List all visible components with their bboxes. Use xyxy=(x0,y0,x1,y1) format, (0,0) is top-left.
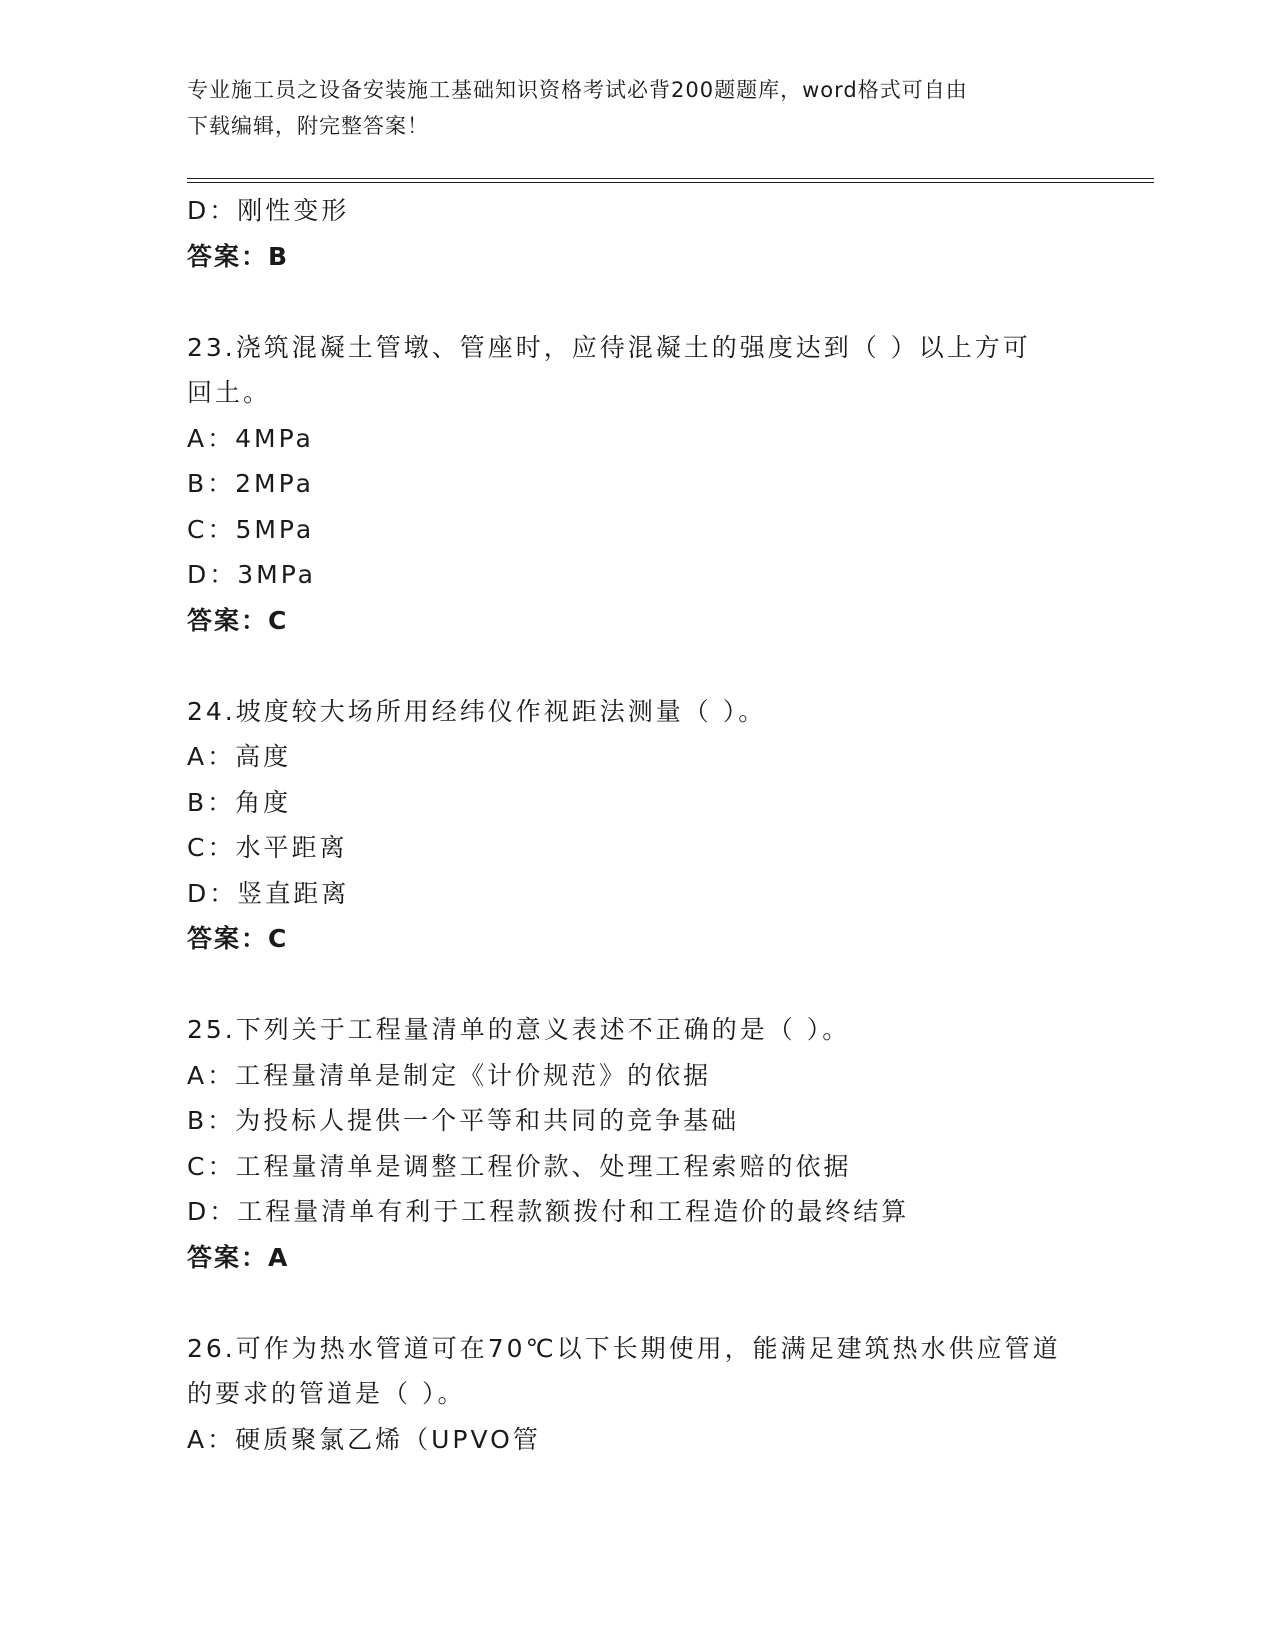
option-a: A：硬质聚氯乙烯（UPVO管 xyxy=(187,1424,541,1454)
header-line-1: 专业施工员之设备安装施工基础知识资格考试必背200题题库，word格式可自由 xyxy=(187,78,968,102)
spacer xyxy=(187,279,1087,325)
question-stem-continued: 的要求的管道是（ ）。 xyxy=(187,1379,466,1408)
header-rule-bottom xyxy=(187,182,1154,183)
option-b: B：角度 xyxy=(187,787,292,817)
answer: 答案：C xyxy=(187,605,289,635)
option-d: D：3MPa xyxy=(187,560,316,589)
question-stem: 24.坡度较大场所用经纬仪作视距法测量（ ）。 xyxy=(187,696,767,726)
document-header xyxy=(187,72,1087,144)
option-a: A：工程量清单是制定《计价规范》的依据 xyxy=(187,1060,712,1090)
question-23 xyxy=(187,325,1087,644)
question-list xyxy=(187,188,1087,1462)
spacer xyxy=(187,1280,1087,1326)
header-rule-top xyxy=(187,178,1154,179)
question-stem: 26.可作为热水管道可在70℃以下长期使用，能满足建筑热水供应管道 xyxy=(187,1333,1061,1363)
option-c: C：工程量清单是调整工程价款、处理工程索赔的依据 xyxy=(187,1151,852,1181)
answer: 答案：C xyxy=(187,924,289,953)
question-26 xyxy=(187,1326,1087,1463)
answer: 答案：A xyxy=(187,1242,290,1272)
prev-option-d: D：刚性变形 xyxy=(187,196,350,225)
option-b: B：为投标人提供一个平等和共同的竞争基础 xyxy=(187,1106,740,1135)
question-stem-continued: 回土。 xyxy=(187,378,272,407)
spacer xyxy=(187,962,1087,1008)
option-a: A：高度 xyxy=(187,742,292,771)
question-stem: 25.下列关于工程量清单的意义表述不正确的是（ ）。 xyxy=(187,1015,851,1044)
option-b: B：2MPa xyxy=(187,469,314,498)
option-a: A：4MPa xyxy=(187,423,314,453)
question-25 xyxy=(187,1007,1087,1280)
spacer xyxy=(187,643,1087,689)
option-c: C：5MPa xyxy=(187,514,315,544)
option-d: D：工程量清单有利于工程款额拨付和工程造价的最终结算 xyxy=(187,1197,910,1226)
question-24 xyxy=(187,689,1087,962)
header-line-2: 下载编辑，附完整答案！ xyxy=(187,114,429,138)
option-c: C：水平距离 xyxy=(187,833,348,862)
prev-answer: 答案：B xyxy=(187,241,290,271)
option-d: D：竖直距离 xyxy=(187,878,350,908)
question-stem: 23.浇筑混凝土管墩、管座时，应待混凝土的强度达到（ ）以上方可 xyxy=(187,332,1031,362)
